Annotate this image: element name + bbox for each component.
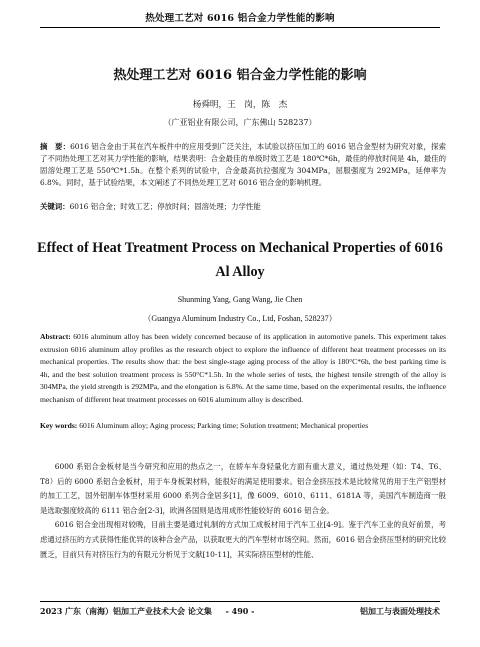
body-paragraph: 6016 铝合金出现相对较晚，目前主要是通过轧制的方式加工成板材用于汽车工业[4-9]。鉴于汽车工业的良好前景，考虑通过挤压的方式获得性能优异的该种合金产品，以获取更大的汽车型材市场空间。然而，6016 铝合金挤压型材的研究比较匮乏，目前只有对挤压行为的有限元分析见于文献[10-11]，其实际挤压型材的性能、 xyxy=(40,520,446,559)
english-keywords-label: Key words: xyxy=(40,421,78,430)
footer-rule xyxy=(40,601,440,602)
page-number: - 490 - xyxy=(225,606,255,616)
english-title: Effect of Heat Treatment Process on Mechanical Properties of 6016 Al Alloy xyxy=(37,240,443,280)
header-rule xyxy=(40,27,440,28)
chinese-keywords xyxy=(40,201,446,213)
english-abstract xyxy=(40,331,446,407)
chinese-authors: 杨舜明，王 岗，陈 杰 xyxy=(192,100,288,110)
english-keywords-text: 6016 Aluminum alloy; Aging process; Parking time; Solution treatment; Mechanical properties xyxy=(77,421,369,430)
english-abstract-label: Abstract: xyxy=(40,332,71,341)
chinese-abstract-label: 摘 要： xyxy=(40,142,71,151)
chinese-abstract xyxy=(40,141,446,189)
body-text xyxy=(40,460,446,562)
footer-journal: 铝加工与表面处理技术 xyxy=(360,606,440,616)
chinese-keywords-text: 6016 铝合金；时效工艺；停放时间；固溶处理；力学性能 xyxy=(69,202,261,211)
english-authors: Shunming Yang, Gang Wang, Jie Chen xyxy=(177,295,303,304)
chinese-affiliation: （广亚铝业有限公司，广东佛山 528237） xyxy=(163,118,317,127)
chinese-abstract-text: 6016 铝合金由于其在汽车板件中的应用受到广泛关注，本试验以挤压加工的 6016 铝合金型材为研究对象，探索了不同热处理工艺对其力学性能的影响，结果表明：合金最佳的单级时效工艺是 180℃*6h，最佳的停放时间是 4h，最佳的固溶处理工艺是 550℃*1.5h。在整个系列的试验中，合金最高抗拉强度为 304MPa，屈服强度为 292MPa，延伸率为 6.8%。同时，基于试验结果，本文阐述了不同热处理工艺对 6016 铝合金的影响机理。 xyxy=(40,142,446,187)
footer-proceedings: 2023 广东（南海）铝加工产业技术大会 论文集 xyxy=(40,606,212,616)
english-keywords xyxy=(40,420,446,432)
english-abstract-text: 6016 aluminum alloy has been widely concerned because of its application in automotive panels. This experiment takes extrusion 6016 aluminum alloy profiles as the research object to explore the influence of different heat treatment processes on its mechanical properties. The results show that: the best single-stage aging process of the alloy is 180°C*6h, the best parking time is 4h, and the best solution treatment process is 550°C*1.5h. In the whole series of tests, the highest tensile strength of the alloy is 304MPa, the yield strength is 292MPa, and the elongation is 6.8%. At the same time, based on the experimental results, the influence mechanism of different heat treatment processes on 6016 aluminum alloy is described. xyxy=(40,332,446,404)
chinese-title: 热处理工艺对 6016 铝合金力学性能的影响 xyxy=(113,68,367,83)
english-affiliation: （Guangya Aluminum Industry Co., Ltd, Foshan, 528237） xyxy=(143,314,337,323)
running-head: 热处理工艺对 6016 铝合金力学性能的影响 xyxy=(145,13,335,24)
chinese-keywords-label: 关键词： xyxy=(40,202,70,211)
body-paragraph: 6000 系铝合金板材是当今研究和应用的热点之一，在轿车车身轻量化方面有重大意义，通过热处理（如：T4、T6、T8）后的 6000 系铝合金板材，用于车身板架材料，能很好的满足使用要求。铝合金挤压技术是比较常见的用于生产铝型材的加工工艺，国外铝制车体型材采用 6000 系列合金居多[1]，像 6009、6010、6111、6181A 等，美国汽车制造商一般是选取强度较高的 6111 铝合金[2-3]，欧洲各国则是选用成形性能较好的 6016 铝合金。 xyxy=(40,462,446,515)
